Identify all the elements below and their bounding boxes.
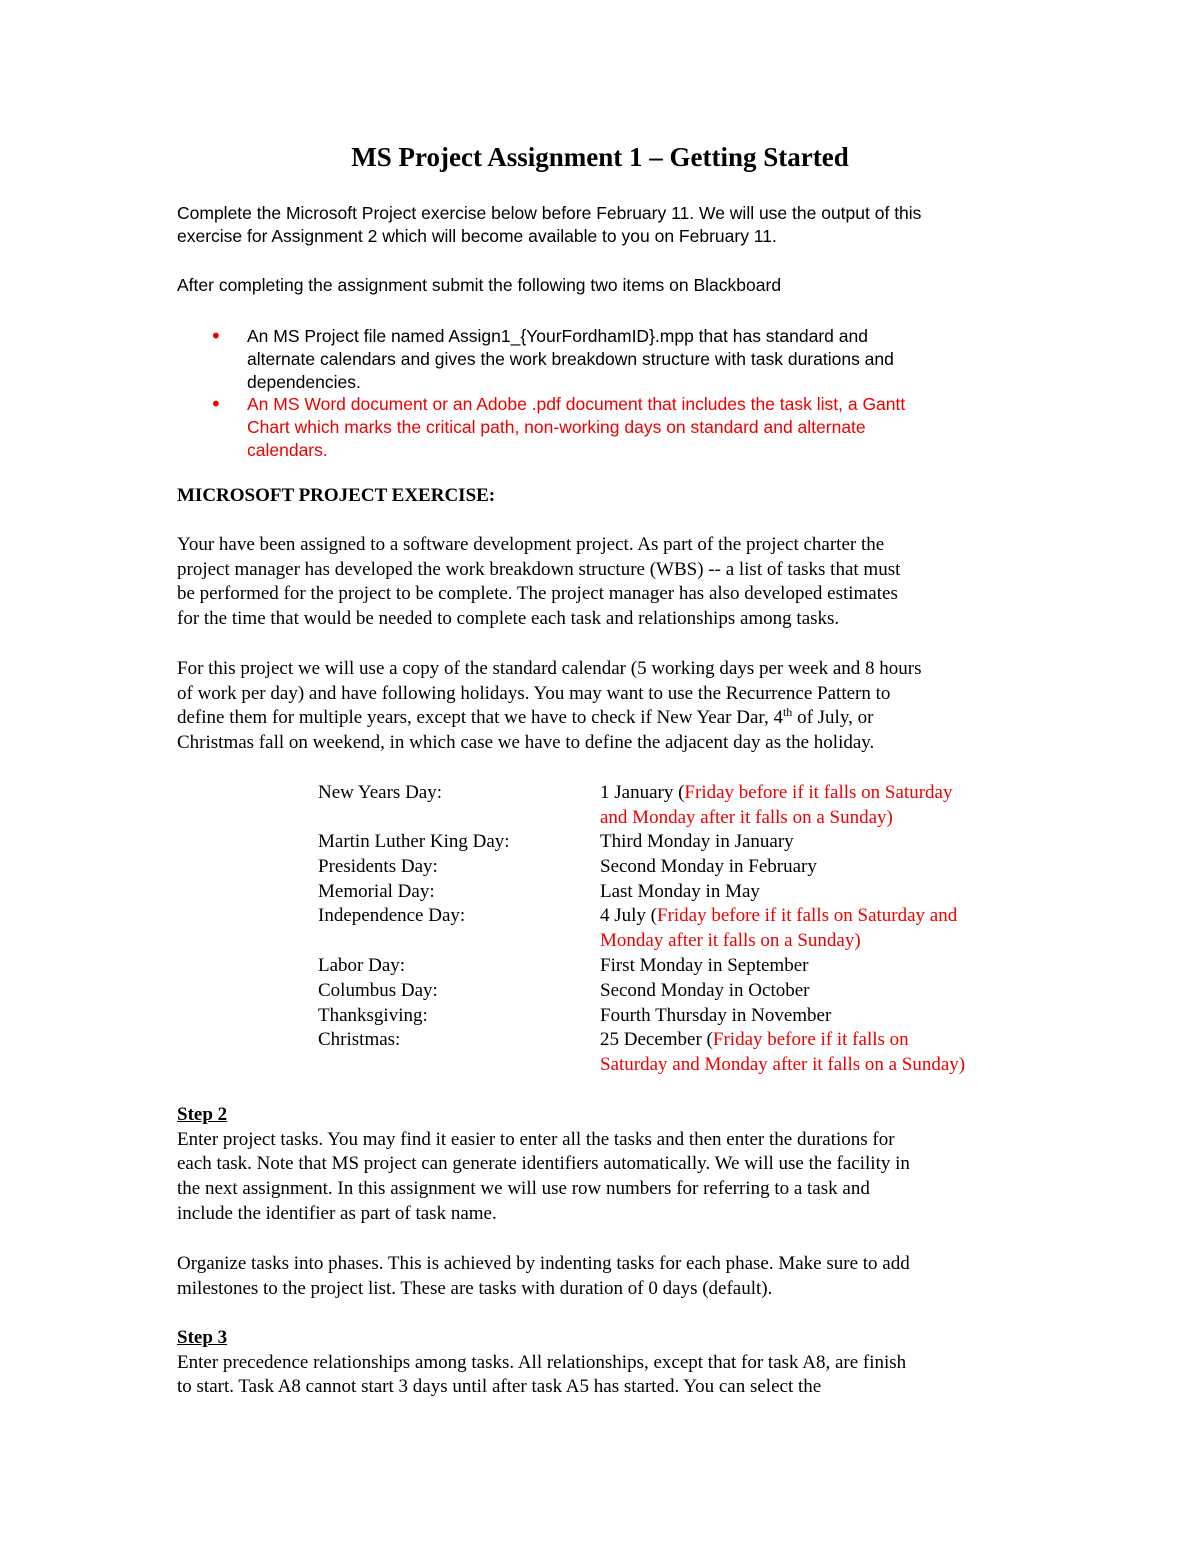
bullet-line: dependencies.: [247, 372, 361, 392]
paragraph-line: for the time that would be needed to complete each task and relationships among tasks.: [177, 608, 840, 630]
holiday-name: Christmas:: [318, 1029, 401, 1050]
bullet-icon: •: [210, 392, 222, 416]
holiday-date: Second Monday in October: [600, 980, 810, 1001]
holiday-name: Thanksgiving:: [318, 1005, 428, 1026]
paragraph-line: project manager has developed the work breakdown structure (WBS) -- a list of tasks that must: [177, 558, 901, 580]
paragraph-line: each task. Note that MS project can generate identifiers automatically. We will use the facility in: [177, 1153, 910, 1175]
step2-organize-paragraph: [177, 1252, 1037, 1301]
paragraph-line: Your have been assigned to a software development project. As part of the project charter the: [177, 534, 885, 555]
holiday-date: Third Monday in January: [600, 831, 794, 852]
paragraph-line: milestones to the project list. These are tasks with duration of 0 days (default).: [177, 1277, 773, 1299]
holiday-name: Independence Day:: [318, 905, 466, 926]
bullet-line: An MS Project file named Assign1_{YourFordhamID}.mpp that has standard and: [247, 326, 868, 346]
intro-line: exercise for Assignment 2 which will become available to you on February 11.: [177, 226, 777, 246]
paragraph-wbs: [177, 533, 1037, 632]
intro-paragraph: [177, 202, 1037, 248]
paragraph-line: the next assignment. In this assignment we will use row numbers for referring to a task and: [177, 1178, 870, 1200]
holiday-date: 1 January (Friday before if it falls on Saturday and Monday after it falls on a Sunday): [600, 782, 953, 828]
submit-paragraph: After completing the assignment submit the following two items on Blackboard: [177, 275, 782, 295]
exercise-heading: MICROSOFT PROJECT EXERCISE:: [177, 485, 496, 506]
holiday-date: 25 December (Friday before if it falls on Saturday and Monday after it falls on a Sunday): [600, 1029, 966, 1075]
paragraph-line: For this project we will use a copy of the standard calendar (5 working days per week and 8 hours: [177, 658, 922, 679]
bullet-line: Chart which marks the critical path, non-working days on standard and alternate: [247, 417, 866, 437]
paragraph-line: Enter precedence relationships among tasks. All relationships, except that for task A8, are finish: [177, 1351, 907, 1373]
bullet-line: calendars.: [247, 440, 328, 460]
bullet-line: alternate calendars and gives the work breakdown structure with task durations and: [247, 349, 894, 369]
paragraph-line: Christmas fall on weekend, in which case we have to define the adjacent day as the holiday.: [177, 732, 875, 754]
step3-heading: Step 3: [177, 1327, 228, 1348]
holiday-name: Presidents Day:: [318, 856, 438, 877]
bullet-text: [247, 393, 987, 462]
page-title: MS Project Assignment 1 – Getting Started: [351, 142, 849, 172]
paragraph-line: define them for multiple years, except that we have to check if New Year Dar, 4th of July, or: [177, 705, 874, 729]
paragraph-line: of work per day) and have following holidays. You may want to use the Recurrence Pattern to: [177, 682, 891, 704]
intro-line: Complete the Microsoft Project exercise below before February 11. We will use the output of this: [177, 203, 922, 223]
step2-heading: Step 2: [177, 1104, 228, 1125]
paragraph-line: be performed for the project to be complete. The project manager has also developed estimates: [177, 583, 898, 605]
paragraph-line: to start. Task A8 cannot start 3 days until after task A5 has started. You can select the: [177, 1376, 822, 1398]
holiday-name: Labor Day:: [318, 955, 406, 976]
holiday-date: Second Monday in February: [600, 856, 817, 877]
paragraph-line: include the identifier as part of task name.: [177, 1202, 497, 1224]
step2-section: [177, 1103, 1037, 1227]
bullet-text: [247, 325, 987, 394]
holiday-name: Memorial Day:: [318, 881, 435, 902]
holiday-name: Columbus Day:: [318, 980, 438, 1001]
paragraph-line: Enter project tasks. You may find it easier to enter all the tasks and then enter the durations for: [177, 1128, 895, 1150]
paragraph-line: Organize tasks into phases. This is achieved by indenting tasks for each phase. Make sure to add: [177, 1253, 910, 1274]
holiday-name: Martin Luther King Day:: [318, 831, 510, 852]
holiday-date: First Monday in September: [600, 955, 809, 976]
holiday-date: 4 July (Friday before if it falls on Saturday and Monday after it falls on a Sunday): [600, 905, 958, 951]
bullet-line: An MS Word document or an Adobe .pdf document that includes the task list, a Gantt: [247, 394, 906, 414]
bullet-icon: •: [210, 324, 222, 348]
holiday-date: Fourth Thursday in November: [600, 1005, 832, 1026]
holiday-name: New Years Day:: [318, 782, 443, 803]
paragraph-calendar: [177, 657, 1037, 756]
holiday-date: Last Monday in May: [600, 881, 760, 902]
step3-section: [177, 1326, 1037, 1400]
